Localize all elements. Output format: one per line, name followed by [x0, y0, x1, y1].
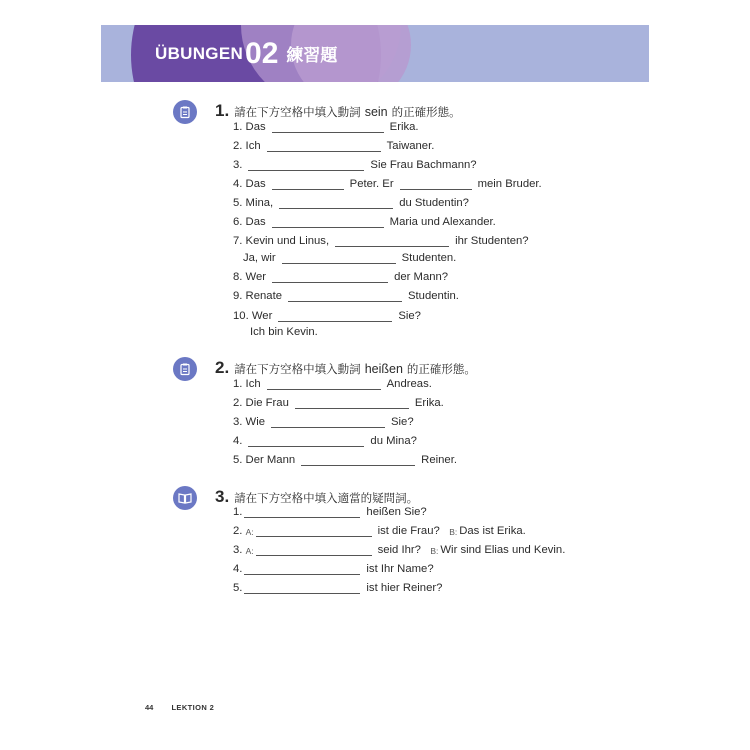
answer-blank[interactable]	[267, 378, 381, 390]
exercise-line: 2. Ich Taiwaner.	[233, 140, 435, 152]
answer-blank[interactable]	[244, 582, 360, 594]
exercise-line: 5. Mina, du Studentin?	[233, 197, 469, 209]
exercise-line: 10. Wer Sie?	[233, 310, 421, 322]
banner-title	[155, 25, 337, 82]
exercise-line: 7. Kevin und Linus, ihr Studenten?	[233, 235, 529, 247]
answer-blank[interactable]	[272, 121, 384, 133]
answer-blank[interactable]	[282, 252, 396, 264]
page-footer	[145, 703, 214, 712]
answer-blank[interactable]	[244, 563, 360, 575]
answer-blank[interactable]	[272, 271, 388, 283]
answer-blank[interactable]	[335, 235, 449, 247]
instruction-text: 的正確形態。	[391, 105, 461, 119]
answer-blank[interactable]	[279, 197, 393, 209]
exercise-line: 2. A: ist die Frau? B: Das ist Erika.	[233, 525, 526, 537]
instruction-text: 的正確形態。	[406, 362, 476, 376]
exercise-line: 4. ist Ihr Name?	[233, 563, 434, 575]
exercise-line: 5. ist hier Reiner?	[233, 582, 443, 594]
banner-cjk: 練習題	[286, 46, 338, 66]
exercise-line: 3. Sie Frau Bachmann?	[233, 159, 477, 171]
answer-blank[interactable]	[244, 506, 360, 518]
exercise-3-title	[215, 487, 418, 507]
answer-blank[interactable]	[301, 454, 415, 466]
exercise-line: 3. Wie Sie?	[233, 416, 414, 428]
exercise-line: Ja, wir Studenten.	[243, 252, 457, 264]
exercise-line: 2. Die Frau Erika.	[233, 397, 444, 409]
answer-blank[interactable]	[272, 216, 384, 228]
exercise-banner	[101, 25, 649, 82]
exercise-line: 1. heißen Sie?	[233, 506, 427, 518]
answer-blank[interactable]	[400, 178, 472, 190]
exercise-line: 1. Das Erika.	[233, 121, 419, 133]
banner-number: 02	[245, 36, 279, 70]
answer-blank[interactable]	[248, 435, 364, 447]
exercise-line: 8. Wer der Mann?	[233, 271, 449, 283]
instruction-keyword: sein	[364, 105, 388, 119]
answer-blank[interactable]	[278, 310, 392, 322]
exercise-line: 4. Das Peter. Er mein Bruder.	[233, 178, 542, 190]
exercise-line: 1. Ich Andreas.	[233, 378, 432, 390]
exercise-line: Ich bin Kevin.	[250, 326, 318, 338]
instruction-keyword: heißen	[364, 362, 403, 376]
exercise-number: 3.	[215, 487, 230, 506]
exercise-1-title	[215, 101, 461, 121]
answer-blank[interactable]	[256, 525, 372, 537]
exercise-2-title	[215, 358, 476, 378]
exercise-number: 1.	[215, 101, 230, 120]
answer-blank[interactable]	[271, 416, 385, 428]
exercise-line: 4. du Mina?	[233, 435, 417, 447]
instruction-text: 請在下方空格中填入動詞	[234, 362, 361, 376]
banner-word: ÜBUNGEN	[155, 43, 244, 63]
answer-blank[interactable]	[295, 397, 409, 409]
answer-blank[interactable]	[267, 140, 381, 152]
instruction-text: 請在下方空格中填入適當的疑問詞。	[234, 491, 419, 505]
clipboard-icon	[173, 100, 197, 124]
instruction-text: 請在下方空格中填入動詞	[234, 105, 361, 119]
clipboard-icon	[173, 357, 197, 381]
exercise-number: 2.	[215, 358, 230, 377]
exercise-line: 6. Das Maria und Alexander.	[233, 216, 496, 228]
exercise-line: 5. Der Mann Reiner.	[233, 454, 457, 466]
exercise-line: 9. Renate Studentin.	[233, 290, 459, 302]
answer-blank[interactable]	[256, 544, 372, 556]
answer-blank[interactable]	[248, 159, 364, 171]
book-icon	[173, 486, 197, 510]
answer-blank[interactable]	[288, 290, 402, 302]
section-label: LEKTION 2	[171, 703, 215, 712]
answer-blank[interactable]	[272, 178, 344, 190]
page-number: 44	[145, 703, 154, 712]
exercise-line: 3. A: seid Ihr? B: Wir sind Elias und Kevin.	[233, 544, 566, 556]
